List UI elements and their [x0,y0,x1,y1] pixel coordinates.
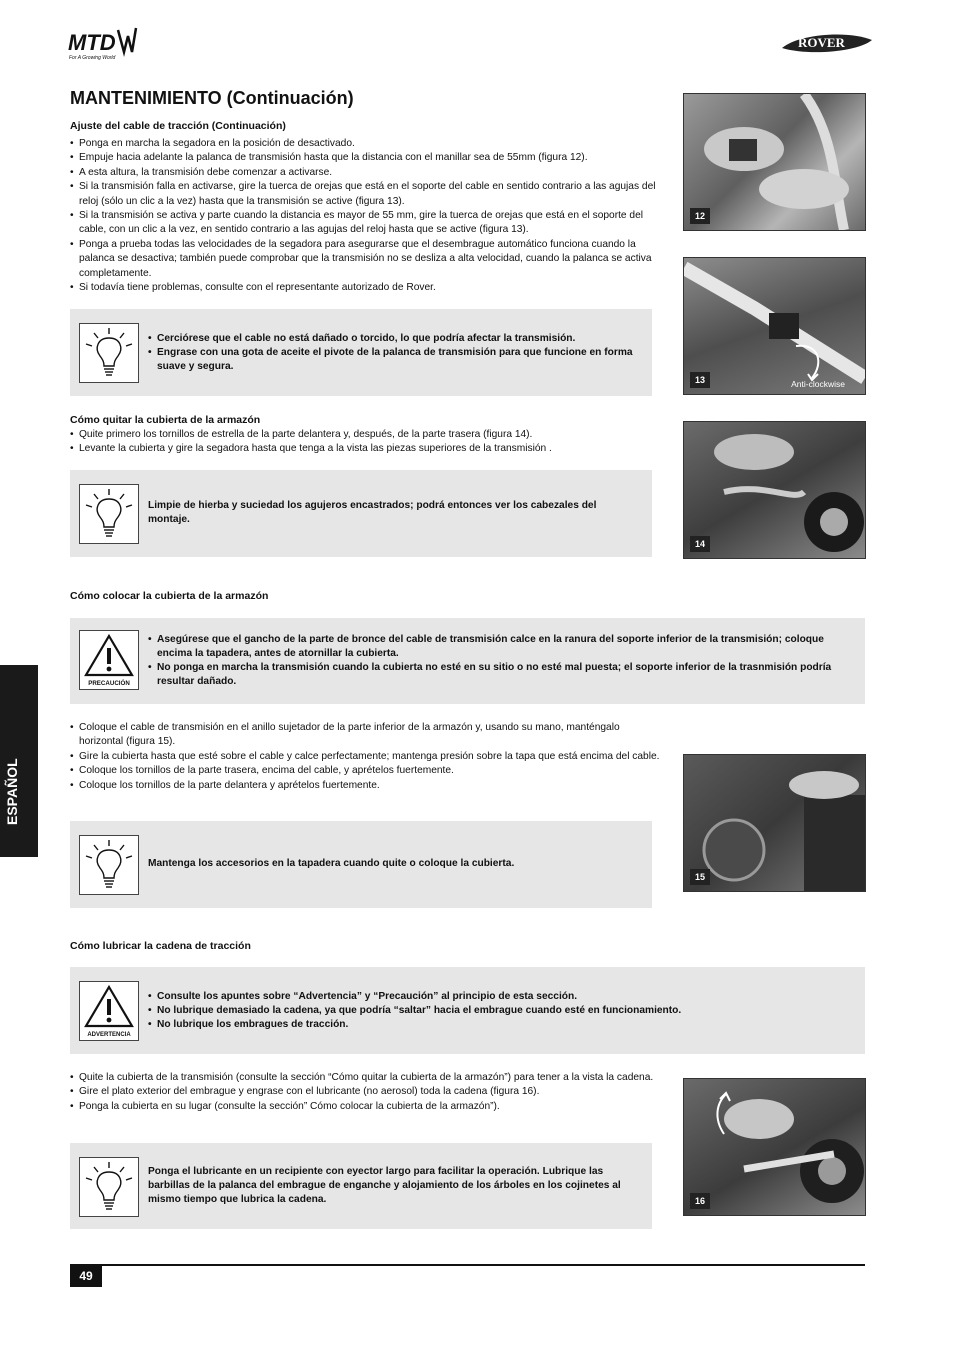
rover-logo [778,26,874,60]
tip-note-2 [70,470,652,557]
list-item: • Ponga a prueba todas las velocidades de la segadora para asegurarse que el desembrague automático funciona cuando la palanca se desactiva; también puede comprobar que la transmisión no se desliza a alta velocidad, cuando la palanca se activa completamente. [70,238,660,281]
rover-logo-text: ROVER [798,35,845,50]
section-remove-cover-body [70,428,660,457]
tip-note-1-text [148,332,643,374]
list-item: • No lubrique los embragues de tracción. [148,1018,853,1032]
section-place-cover-body [70,721,660,793]
warning-icon [79,981,139,1041]
page-title: MANTENIMIENTO (Continuación) [70,88,354,108]
list-item: • Levante la cubierta y gire la segadora hasta que tenga a la vista las piezas superiores de la transmisión . [70,442,660,456]
lightbulb-icon [79,484,139,544]
list-item: • Coloque el cable de transmisión en el anillo sujetador de la parte inferior de la armazón y, usando su mano, manténgalo horizontal (figura 15). [70,721,660,750]
figure-13-label: 13 [690,372,710,388]
list-item: • No lubrique demasiado la cadena, ya que podría “saltar” hacia el embrague cuando esté en funcionamiento. [148,1004,853,1018]
list-item: • Coloque los tornillos de la parte delantera y aprételos fuertemente. [70,779,660,793]
figure-16-label: 16 [690,1193,710,1209]
list-item: • Cerciórese que el cable no está dañado o torcido, lo que podría afectar la transmisión. [148,332,643,346]
section-heading-lubricate: Cómo lubricar la cadena de tracción [70,940,251,952]
caution-note [70,618,865,704]
caution-icon [79,630,139,690]
caution-text [148,633,853,689]
tip-note-3 [70,821,652,908]
caution-label: PRECAUCIÓN [88,680,130,687]
list-item: • Asegúrese que el gancho de la parte de bronce del cable de transmisión calce en la ranura del soporte inferior de la transmisión; coloque encima la tapadera, antes de atornillar la cubierta. [148,633,853,661]
list-item: • Si la transmisión falla en activarse, gire la tuerca de orejas que está en el soporte del cable en sentido contrario a las agujas del reloj (sólo un clic a la vez) hasta que la transmisión se active (figura 13). [70,180,660,209]
list-item: • No ponga en marcha la transmisión cuando la cubierta no esté en su sitio o no esté mal puesta; el soporte inferior de la trasnmisión podría resultar dañado. [148,661,853,689]
mtd-logo [68,26,138,62]
figure-14-photo [683,421,866,559]
figure-12-label: 12 [690,208,710,224]
figure-14-label: 14 [690,536,710,552]
list-item: • Ponga la cubierta en su lugar (consulte la sección” Cómo colocar la cubierta de la armazón”). [70,1100,660,1114]
section-lubricate-body [70,1071,660,1114]
list-item: • Coloque los tornillos de la parte trasera, encima del cable, y aprételos fuertemente. [70,764,660,778]
lightbulb-icon [79,1157,139,1217]
lightbulb-icon [79,323,139,383]
tip-note-3-text: Mantenga los accesorios en la tapadera cuando quite o coloque la cubierta. [148,858,515,869]
tip-note-1 [70,309,652,396]
list-item: • Empuje hacia adelante la palanca de transmisión hasta que la distancia con el manillar sea de 55mm (figura 12). [70,151,660,165]
lightbulb-icon [79,835,139,895]
page-number: 49 [70,1265,102,1287]
list-item: • Si la transmisión se activa y parte cuando la distancia es mayor de 55 mm, gire la tuerca de orejas que está en el soporte del cable, con un clic a la vez, en sentido contrario a las agujas del reloj hasta que se active (figura 13). [70,209,660,238]
figure-13-caption: Anti-clockwise [791,379,845,389]
list-item: • Quite la cubierta de la transmisión (consulte la sección “Cómo quitar la cubierta de la armazón”) para tener a la vista la cadena. [70,1071,660,1085]
section-heading-cable: Ajuste del cable de tracción (Continuación) [70,120,286,132]
list-item: • Consulte los apuntes sobre “Advertencia” y “Precaución” al principio de esta sección. [148,990,853,1004]
footer-rule [70,1264,865,1266]
list-item: • Engrase con una gota de aceite el pivote de la palanca de transmisión para que funcione en forma suave y segura. [148,346,643,374]
language-tab [0,665,38,857]
warning-note [70,967,865,1054]
figure-15-label: 15 [690,869,710,885]
figure-12-photo [683,93,866,231]
list-item: • A esta altura, la transmisión debe comenzar a activarse. [70,166,660,180]
section-heading-place-cover: Cómo colocar la cubierta de la armazón [70,590,269,602]
section-cable-body [70,137,660,295]
figure-13-photo [683,257,866,395]
list-item: • Gire la cubierta hasta que esté sobre el cable y calce perfectamente; mantenga presión sobre la tapa que está encima del cable. [70,750,660,764]
figure-15-photo [683,754,866,892]
figure-16-photo [683,1078,866,1216]
list-item: • Gire el plato exterior del embrague y engrase con el lubricante (no aerosol) toda la cadena (figura 16). [70,1085,660,1099]
warning-text [148,990,853,1032]
language-tab-label: ESPAÑOL [4,758,20,825]
list-item: • Ponga en marcha la segadora en la posición de desactivado. [70,137,660,151]
mtd-tagline: For A Growing World [69,55,116,61]
mtd-logo-text: MTD [68,30,116,55]
tip-note-4-text: Ponga el lubricante en un recipiente con eyector largo para facilitar la operación. Lubrique las barbillas de la palanca del embrague de enganche y alojamiento de los árboles en los cojinetes al mismo tiempo que lubrica la cadena. [148,1166,621,1205]
list-item: • Si todavía tiene problemas, consulte con el representante autorizado de Rover. [70,281,660,295]
list-item: • Quite primero los tornillos de estrella de la parte delantera y, después, de la parte trasera (figura 14). [70,428,660,442]
tip-note-4 [70,1143,652,1229]
warning-label: ADVERTENCIA [87,1032,131,1038]
tip-note-2-text: Limpie de hierba y suciedad los agujeros encastrados; podrá entonces ver los cabezales del montaje. [148,500,597,525]
section-heading-remove-cover: Cómo quitar la cubierta de la armazón [70,414,261,426]
